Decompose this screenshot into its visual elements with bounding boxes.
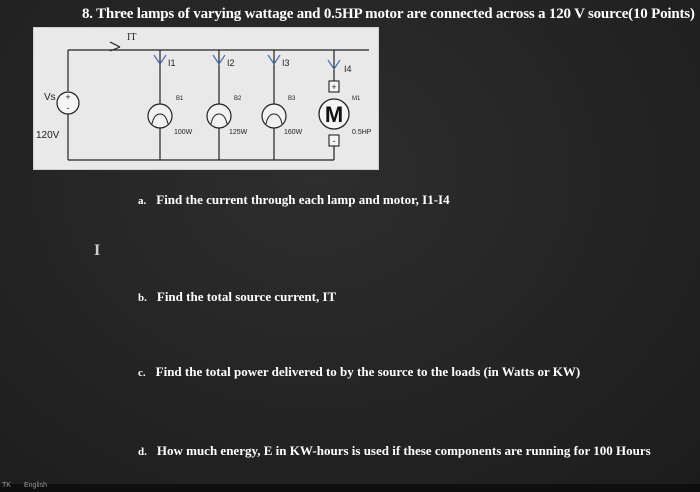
lamp-b1-id: B1 (176, 96, 184, 102)
current-label-i1: I1 (168, 58, 176, 68)
problem-title: 8. Three lamps of varying wattage and 0.5HP motor are connected across a 120 V source(10 Points) (82, 6, 695, 22)
source-voltage-label: 120V (36, 130, 60, 141)
motor-plus-sign: + (331, 82, 337, 92)
circuit-diagram (33, 27, 379, 170)
lamp-b2-id: B2 (234, 96, 242, 102)
current-label-i4: I4 (344, 64, 352, 74)
source-minus-sign: - (66, 103, 70, 113)
taskbar-language-label[interactable]: English (24, 482, 47, 489)
question-a-text: Find the current through each lamp and motor, I1-I4 (156, 192, 450, 207)
question-c-text: Find the total power delivered to by the source to the loads (in Watts or KW) (155, 364, 581, 379)
current-label-i3: I3 (282, 58, 290, 68)
question-a (138, 192, 450, 208)
question-b-letter: b. (138, 292, 147, 304)
taskbar (0, 484, 700, 492)
circuit-schematic (34, 28, 378, 169)
question-a-letter: a. (138, 195, 147, 207)
lamp-b3-wattage: 160W (284, 129, 303, 136)
question-d-letter: d. (138, 446, 147, 458)
lamp-b1-wattage: 100W (174, 129, 193, 136)
lamp-b2-wattage: 125W (229, 129, 248, 136)
lamp-b2-icon (207, 104, 231, 128)
source-label: Vs (44, 92, 56, 103)
motor-minus-sign: - (332, 136, 336, 146)
lamp-b3-icon (262, 104, 286, 128)
question-b (138, 289, 336, 305)
source-plus-sign: + (65, 92, 71, 102)
motor-rating: 0.5HP (352, 129, 372, 136)
branch-current-markers (154, 55, 340, 69)
question-d (138, 443, 651, 459)
question-d-text: How much energy, E in KW-hours is used if these components are running for 100 Hours (156, 443, 651, 458)
motor-symbol: M (324, 102, 344, 127)
source-current-label: IT (127, 32, 137, 43)
current-label-i2: I2 (227, 58, 235, 68)
lamp-b1-icon (148, 104, 172, 128)
lamp-b3-id: B3 (288, 96, 296, 102)
source-current-arrow (110, 42, 120, 47)
motor-id: M1 (352, 96, 361, 102)
question-c-letter: c. (138, 367, 146, 379)
question-c (138, 364, 580, 380)
question-b-text: Find the total source current, IT (156, 289, 337, 304)
taskbar-left-label[interactable]: TK (2, 482, 11, 489)
text-cursor-icon: I (94, 242, 101, 259)
